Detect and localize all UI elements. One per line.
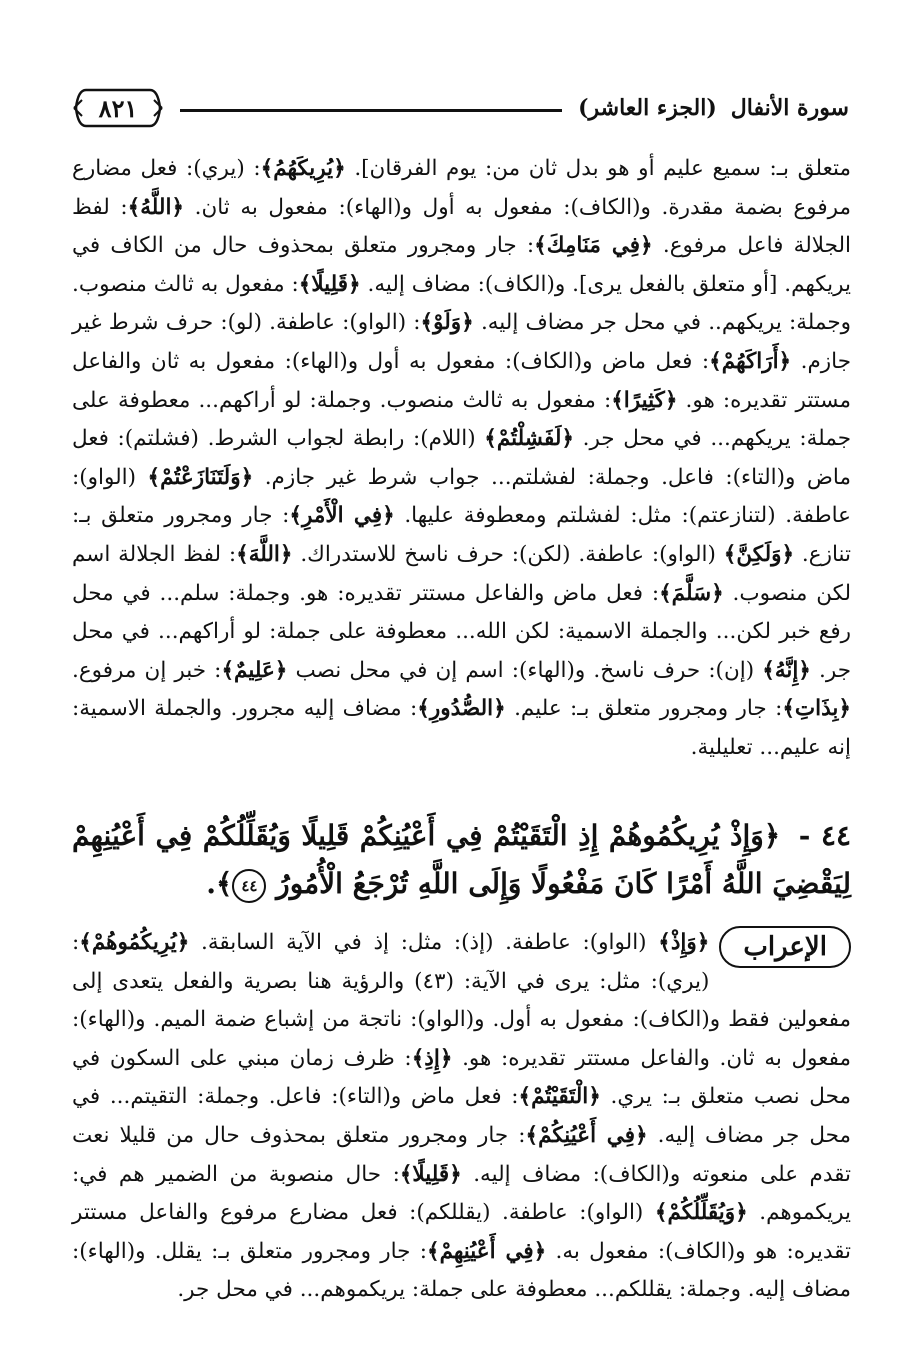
quran-word: ﴿فِي مَنَامِكَ﴾ [534,233,653,259]
explanation-text: : مفعول به ثالث منصوب. وجملة: يريكهم.. في محل جر مضاف إليه. [72,271,851,336]
verse-text: ﴿وَإِذْ يُرِيكُمُوهُمْ إِذِ الْتَقَيْتُمْ فِي أَعْيُنِكُمْ قَلِيلًا وَيُقَلِّلُكُمْ فِي أَعْيُنِهِمْ لِيَقْضِيَ اللَّهُ أَمْرًا كَانَ مَفْعُولًا وَإِلَى اللَّهِ تُرْجَعُ الْأُمُورُ [72,819,851,900]
quran-word: ﴿إِذِ﴾ [411,1045,453,1071]
quran-word: ﴿يُرِيكَهُمُ﴾ [260,156,346,181]
quran-word: ﴿وَلَكِنَّ﴾ [723,541,795,567]
verse-close: ﴾. [206,867,233,900]
quran-word: ﴿وَلَوْ﴾ [420,310,474,336]
quran-word: ﴿فِي أَعْيُنِهِمْ﴾ [426,1238,547,1264]
quran-word: ﴿وَإِذْ﴾ [658,930,710,955]
explanation-text: : جار ومجرور متعلق بمحذوف حال من قليلا نعت تقدم على منعوته و(الكاف): مضاف إليه. [72,1122,851,1187]
explanation-text: : (يري): فعل مضارع مرفوع بضمة مقدرة. و(الكاف): مفعول به أول و(الهاء): مفعول به ثان. [72,156,851,220]
irab-heading-badge: الإعراب [719,926,851,968]
page-number-badge [72,86,164,130]
page-number: ٨٢١ [98,93,138,123]
header-rule [180,109,562,112]
juz-label: (الجزء العاشر) [578,95,717,121]
verse-number: ٤٤ - [798,819,852,852]
explanation-text: : جار ومجرور متعلق بمحذوف حال من الكاف في يريكهم. [أو متعلق بالفعل يرى]. و(الكاف): مضاف إليه. [72,233,851,297]
explanation-text: : فعل ماض والفاعل مستتر تقديره: هو. وجملة: سلم... في محل رفع خبر لكن... والجملة الاسمية: لكن الله... معطوفة على جملة: لو أراكهم... في محل جر. [72,580,852,683]
quran-word: ﴿اللَّهُ﴾ [127,194,185,220]
explanation-text: : (يري): مثل: يرى في الآية: (٤٣) والرؤية هنا بصرية والفعل يتعدى إلى مفعولين فقط و(الكاف): مفعول به أول. و(الواو): ناتجة من إشباع ضمة الميم. و(الهاء): مفعول به ثان. والفاعل مستتر تقديره: هو. [72,930,852,1071]
ayah-end-marker-icon [232,869,266,903]
ayah-number: ٤٤ [241,876,258,895]
quran-word: ﴿فِي الْأَمْرِ﴾ [289,503,395,529]
quran-word: ﴿وَيُقَلِّلُكُمْ﴾ [654,1200,748,1226]
quran-word: ﴿لَفَشِلْتُمْ﴾ [484,426,574,452]
surah-name: سورة الأنفال [730,95,849,121]
quran-word: ﴿كَثِيرًا﴾ [611,387,678,413]
explanation-text: : جار ومجرور متعلق بـ: تنازع. [72,503,851,567]
explanation-text: : فعل ماض و(التاء): فاعل. وجملة: التقيتم... في محل جر مضاف إليه. [72,1084,851,1148]
quran-word: ﴿اللَّهَ﴾ [236,541,293,567]
quran-word: ﴿الْتَقَيْتُمْ﴾ [518,1084,601,1110]
explanation-text: (الواو): عاطفة. (لكن): حرف ناسخ للاستدراك. [292,541,724,567]
quran-word: ﴿أَرَاكَهُمْ﴾ [709,348,792,374]
quran-word: ﴿إِنَّهُ﴾ [762,657,811,683]
quran-word: ﴿فِي أَعْيُنِكُمْ﴾ [525,1122,648,1148]
quran-word: ﴿يُرِيكُمُوهُمْ﴾ [79,930,190,955]
commentary-paragraph [72,150,851,768]
quran-word: ﴿وَلَتَنَازَعْتُمْ﴾ [147,464,254,490]
explanation-text: متعلق بـ: سميع عليم أو هو بدل ثان من: يوم الفرقان]. [345,156,851,181]
quran-word: ﴿قَلِيلًا﴾ [298,271,361,297]
quran-word: ﴿سَلَّمَ﴾ [659,580,724,606]
commentary-block [72,150,851,768]
explanation-text: : حال منصوبة من الضمير هم في: يريكموهم. [72,1161,851,1226]
explanation-text: : ظرف زمان مبني على السكون في محل نصب متعلق بـ: يري. [72,1045,851,1110]
irab-text [72,930,851,1302]
page-header [72,82,849,134]
quran-word: ﴿بِذَاتِ﴾ [782,696,852,722]
quran-word: ﴿الصُّدُورِ﴾ [417,696,506,722]
quran-word: ﴿قَلِيلًا﴾ [399,1161,462,1187]
explanation-text: : لفظ الجلالة فاعل مرفوع. [72,194,851,259]
explanation-text: (الواو): عاطفة. (يقللكم): فعل مضارع مرفوع والفاعل مستتر تقديره: هو و(الكاف): مفعول به. [72,1200,852,1264]
running-title [578,95,849,121]
explanation-text: : خبر إن مرفوع. [72,657,222,683]
explanation-text: : فعل ماض و(الكاف): مفعول به أول و(الهاء): مفعول به ثان والفاعل مستتر تقديره: هو. [72,348,851,413]
explanation-text: (اللام): رابطة لجواب الشرط. (فشلتم): فعل ماض و(التاء): فاعل. وجملة: لفشلتم... جواب شرط غير جازم. [72,426,851,490]
irab-section [72,924,851,1310]
explanation-text: : (الواو): عاطفة. (لو): حرف شرط غير جازم. [72,310,851,374]
explanation-text: (الواو): عاطفة. (إذ): مثل: إذ في الآية السابقة. [189,930,659,955]
explanation-text: : لفظ الجلالة اسم لكن منصوب. [72,541,851,606]
explanation-text: (الواو): عاطفة. (لتنازعتم): مثل: لفشلتم ومعطوفة عليها. [72,464,851,529]
explanation-text: : جار ومجرور متعلق بـ: يقلل. و(الهاء): مضاف إليه. وجملة: يقللكم... معطوفة على جملة: يريكموهم... في محل جر. [72,1238,851,1303]
explanation-text: (إن): حرف ناسخ. و(الهاء): اسم إن في محل نصب [287,657,763,683]
explanation-text: : جار ومجرور متعلق بـ: عليم. [505,696,783,722]
quran-verse-44 [72,812,851,908]
explanation-text: : مفعول به ثالث منصوب. وجملة: لو أراكهم... معطوفة على جملة: يريكهم... في محل جر. [72,387,851,452]
quran-word: ﴿عَلِيمٌ﴾ [221,657,288,683]
explanation-text: : مضاف إليه مجرور. والجملة الاسمية: إنه عليم... تعليلية. [72,696,851,760]
